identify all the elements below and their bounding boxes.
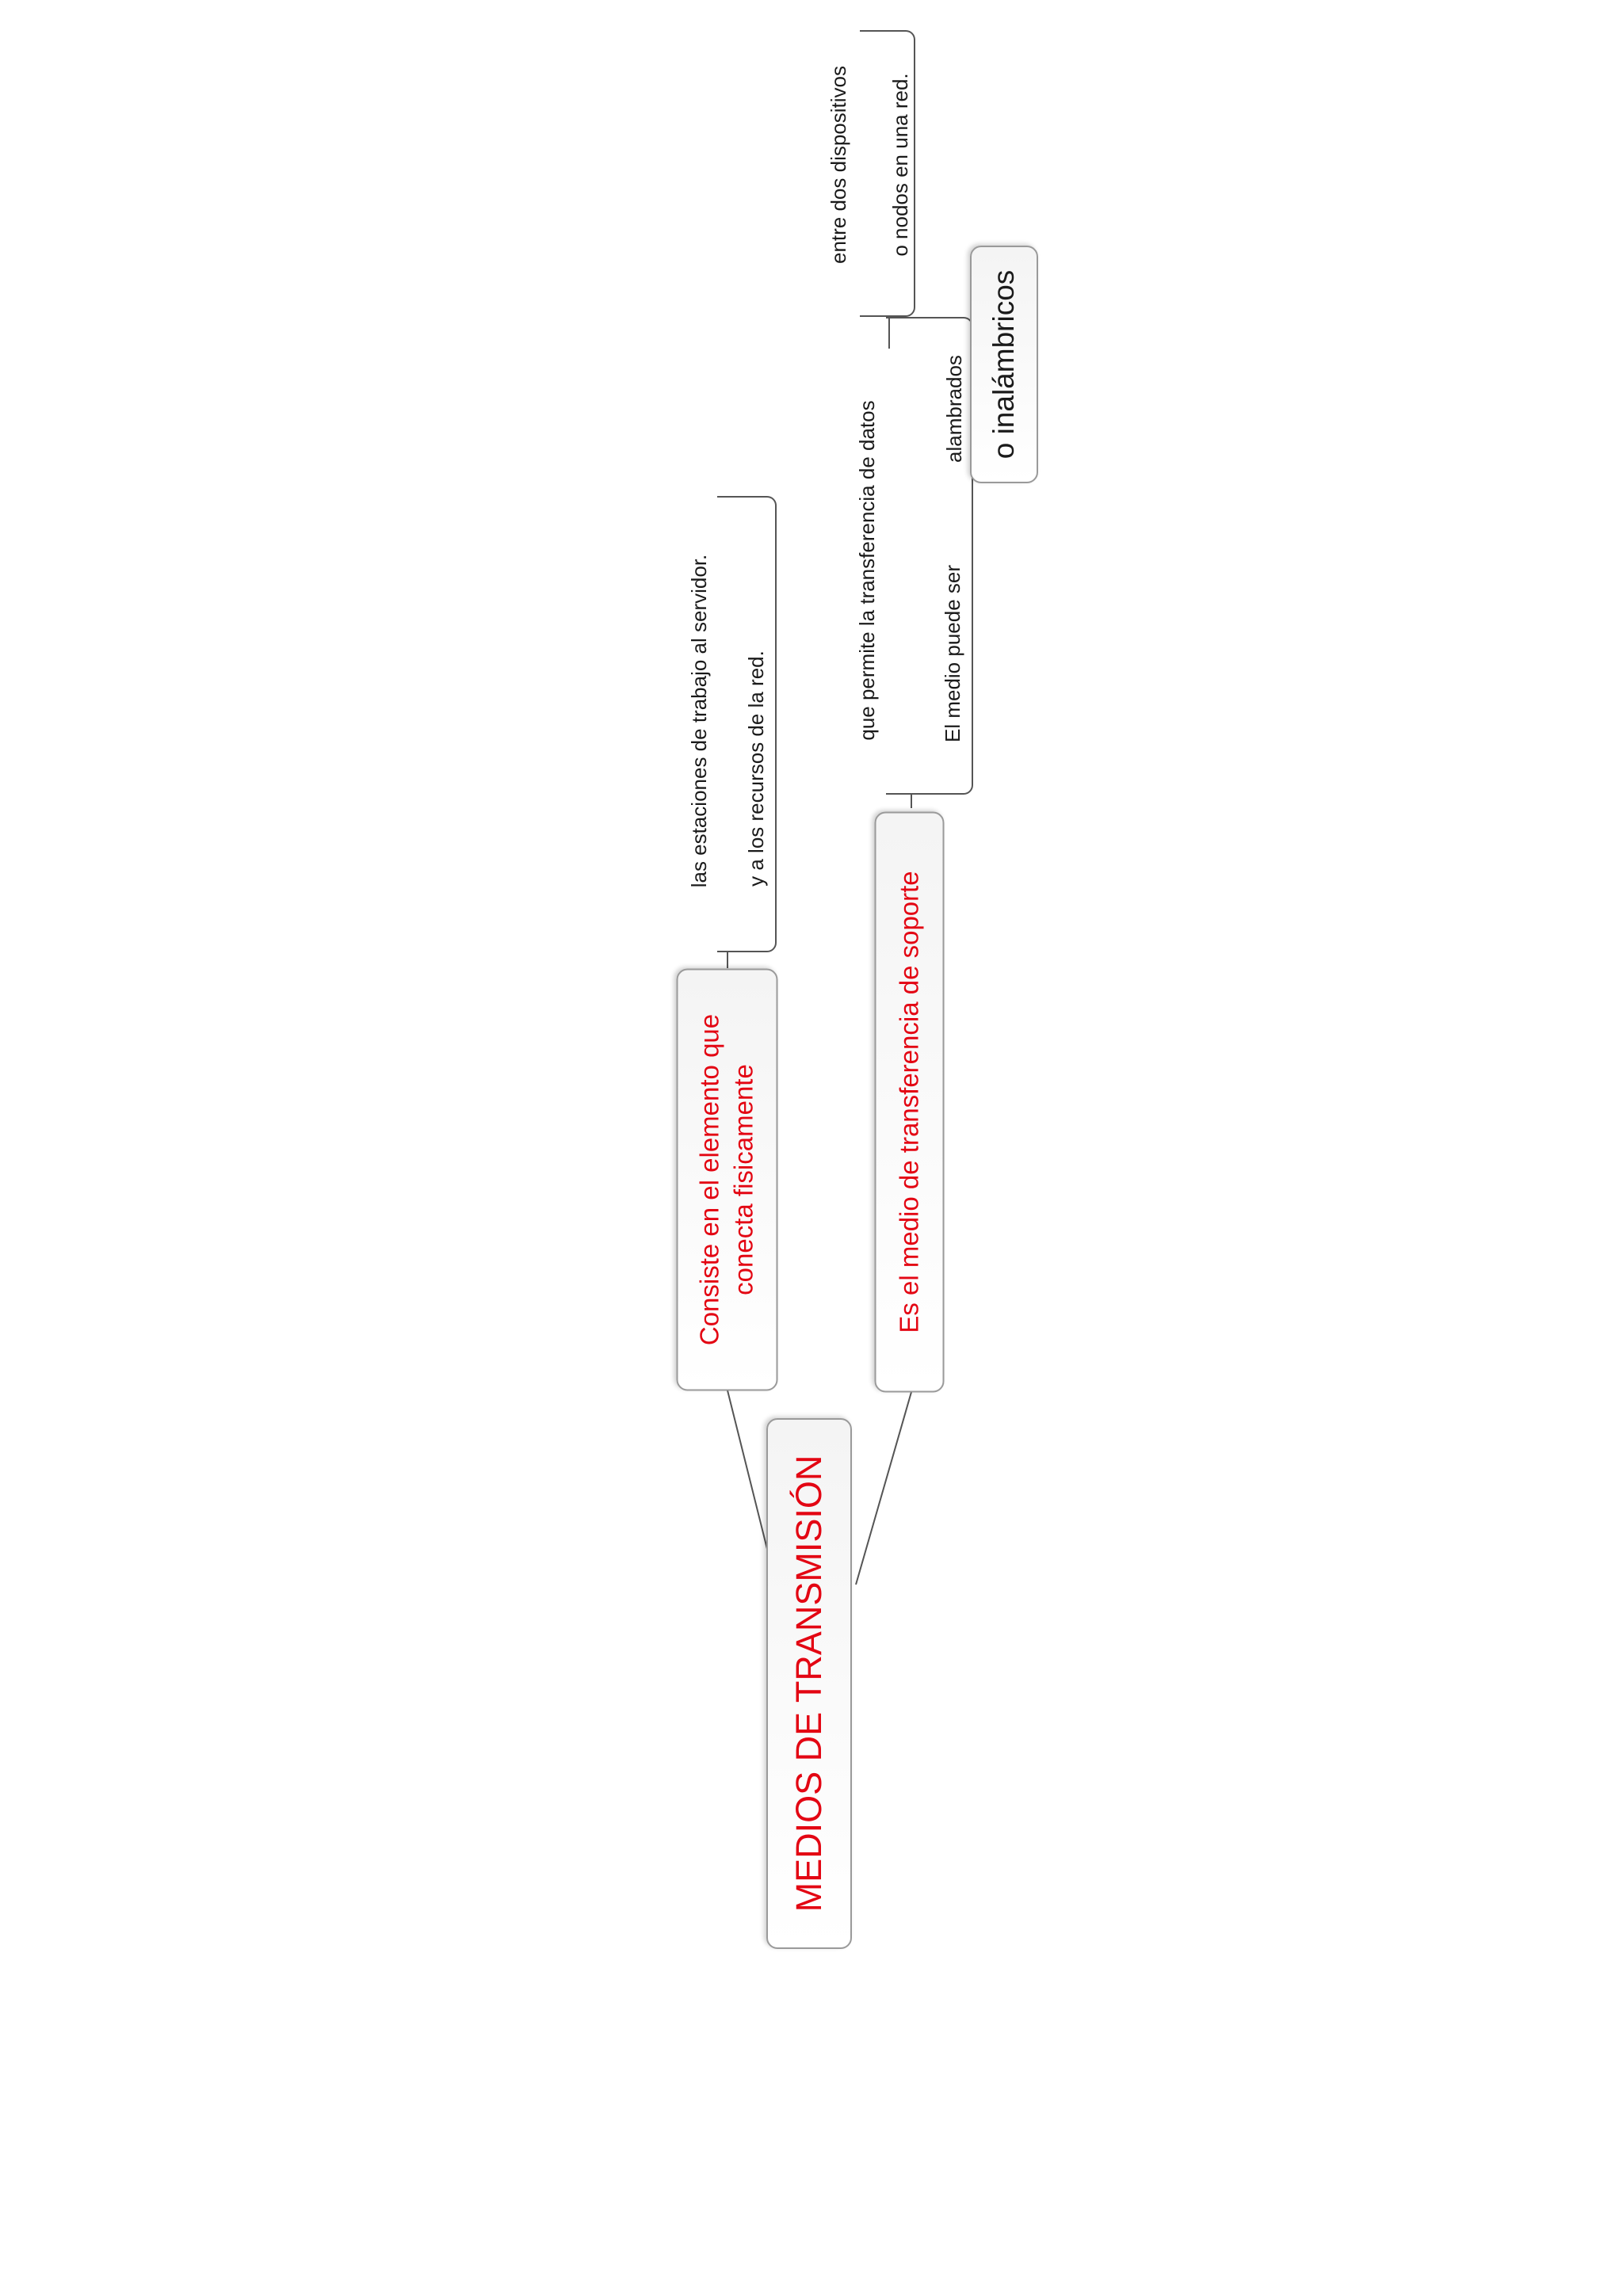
branch2-detail-transfer: que permite la transferencia de datos bbox=[854, 400, 879, 741]
root-node[interactable] bbox=[766, 1418, 852, 1949]
root-to-branch1-line bbox=[727, 1390, 767, 1549]
sub-transfer-line-2: o nodos en una red. bbox=[888, 73, 912, 257]
sub-medio-box[interactable] bbox=[970, 246, 1038, 483]
branch1-label: Consiste en el elemento que conecta fisicamente bbox=[694, 1013, 758, 1346]
branch1-node[interactable] bbox=[677, 969, 778, 1391]
branch1-detail-1: las estaciones de trabajo al servidor. bbox=[686, 554, 711, 888]
branch2-label: Es el medio de transferencia de soporte bbox=[894, 871, 924, 1333]
branch2-detail-medio: El medio puede ser bbox=[940, 564, 964, 743]
branch2-node[interactable] bbox=[875, 812, 945, 1393]
branch1-detail-2: y a los recursos de la red. bbox=[743, 650, 768, 887]
sub-medio-alambrados: alambrados bbox=[941, 355, 966, 463]
root-to-branch2-line bbox=[856, 1392, 911, 1585]
root-label: MEDIOS DE TRANSMISIÓN bbox=[789, 1455, 829, 1913]
sub-medio-box-label: o inalámbricos bbox=[987, 269, 1020, 460]
sub-transfer-line-1: entre dos dispositivos bbox=[826, 65, 850, 265]
